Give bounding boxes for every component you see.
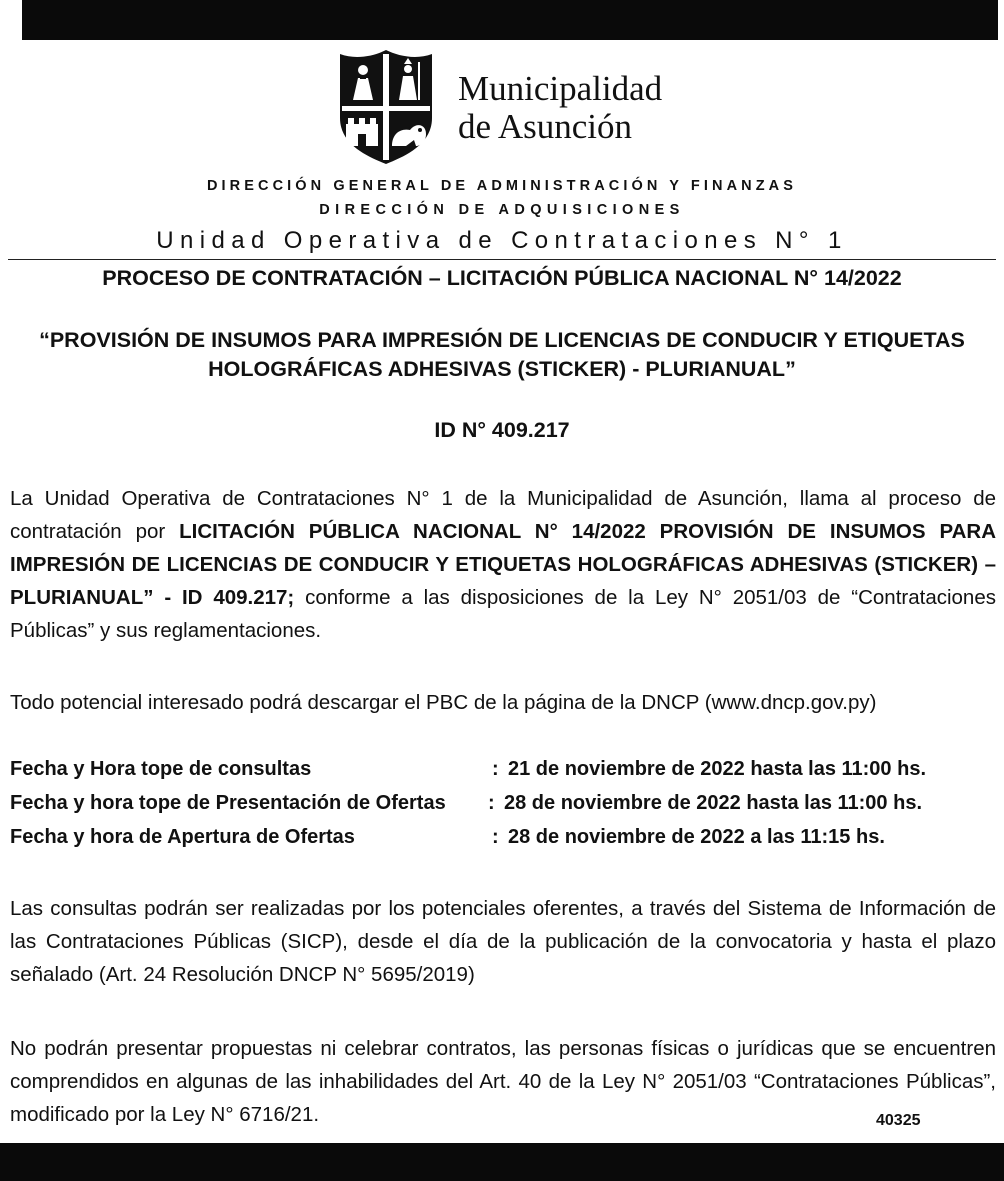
paragraph-ineligibility: No podrán presentar propuestas ni celebrar contratos, las personas físicas o jurídicas que se encuentren comprendidos en algunas de las inhabilidades del Art. 40 de la Ley N° 2051/03 “Contrataciones Públicas”, modificado por la Ley N° 6716/21. <box>10 1037 996 1126</box>
tender-title <box>0 326 1004 384</box>
top-band-margin-right <box>998 0 1004 40</box>
coat-of-arms-icon <box>336 48 436 166</box>
dates-table <box>10 758 996 860</box>
paragraph-call-outro: conforme a las disposiciones de la Ley N° 2051/03 de “Contrataciones Públicas” y sus reglamentaciones. <box>10 586 996 642</box>
header-divider <box>8 259 996 260</box>
header-directorate-general: DIRECCIÓN GENERAL DE ADMINISTRACIÓN Y FINANZAS <box>206 178 798 194</box>
paragraph-call-bold: LICITACIÓN PÚBLICA NACIONAL N° 14/2022 PROVISIÓN DE INSUMOS PARA IMPRESIÓN DE LICENCIAS DE CONDUCIR Y ETIQUETAS HOLOGRÁFICAS ADHESIVAS (STICKER) – PLURIANUAL” - ID 409.217; <box>10 520 997 609</box>
date-row-label: Fecha y hora tope de Presentación de Ofertas <box>10 792 446 814</box>
brand-line-1: Municipalidad <box>458 69 663 108</box>
paragraph-call <box>10 482 996 647</box>
paragraph-consultations: Las consultas podrán ser realizadas por los potenciales oferentes, a través del Sistema de Información de las Contrataciones Públicas (SICP), desde el día de la publicación de la convocatoria y hasta el plazo señalado (Art. 24 Resolución DNCP N° 5695/2019) <box>10 897 996 986</box>
top-band-margin-left <box>0 0 22 40</box>
tender-id: ID N° 409.217 <box>434 418 570 442</box>
tender-title-line-1: “PROVISIÓN DE INSUMOS PARA IMPRESIÓN DE LICENCIAS DE CONDUCIR Y ETIQUETAS <box>39 328 965 352</box>
date-row-label: Fecha y hora de Apertura de Ofertas <box>10 826 355 848</box>
brand-line-2: de Asunción <box>458 107 633 146</box>
header-operative-unit: Unidad Operativa de Contrataciones N° 1 <box>156 227 848 254</box>
date-row <box>10 826 996 860</box>
date-row-value: 28 de noviembre de 2022 a las 11:15 hs. <box>508 826 885 848</box>
date-row-separator: : <box>492 826 499 848</box>
paragraph-download: Todo potencial interesado podrá descargar el PBC de la página de la DNCP (www.dncp.gov.py) <box>10 691 877 714</box>
date-row-separator: : <box>492 758 499 780</box>
date-row-value: 28 de noviembre de 2022 hasta las 11:00 hs. <box>504 792 923 814</box>
date-row <box>10 792 996 826</box>
paragraph-call-intro: La Unidad Operativa de Contrataciones N° 1 de la Municipalidad de Asunción, llama al proceso de contratación por <box>10 487 996 543</box>
tender-title-line-2: HOLOGRÁFICAS ADHESIVAS (STICKER) - PLURIANUAL” <box>208 357 796 381</box>
date-row-value: 21 de noviembre de 2022 hasta las 11:00 hs. <box>508 758 927 780</box>
bottom-black-band <box>0 1143 1004 1181</box>
date-row-separator: : <box>488 792 495 814</box>
date-row-label: Fecha y Hora tope de consultas <box>10 758 312 780</box>
top-black-band <box>0 0 1004 40</box>
process-heading: PROCESO DE CONTRATACIÓN – LICITACIÓN PÚBLICA NACIONAL N° 14/2022 <box>102 266 902 290</box>
ad-code: 40325 <box>876 1112 921 1129</box>
date-row <box>10 758 996 792</box>
municipality-brand <box>458 70 662 146</box>
header-directorate-procurement: DIRECCIÓN DE ADQUISICIONES <box>319 202 685 218</box>
